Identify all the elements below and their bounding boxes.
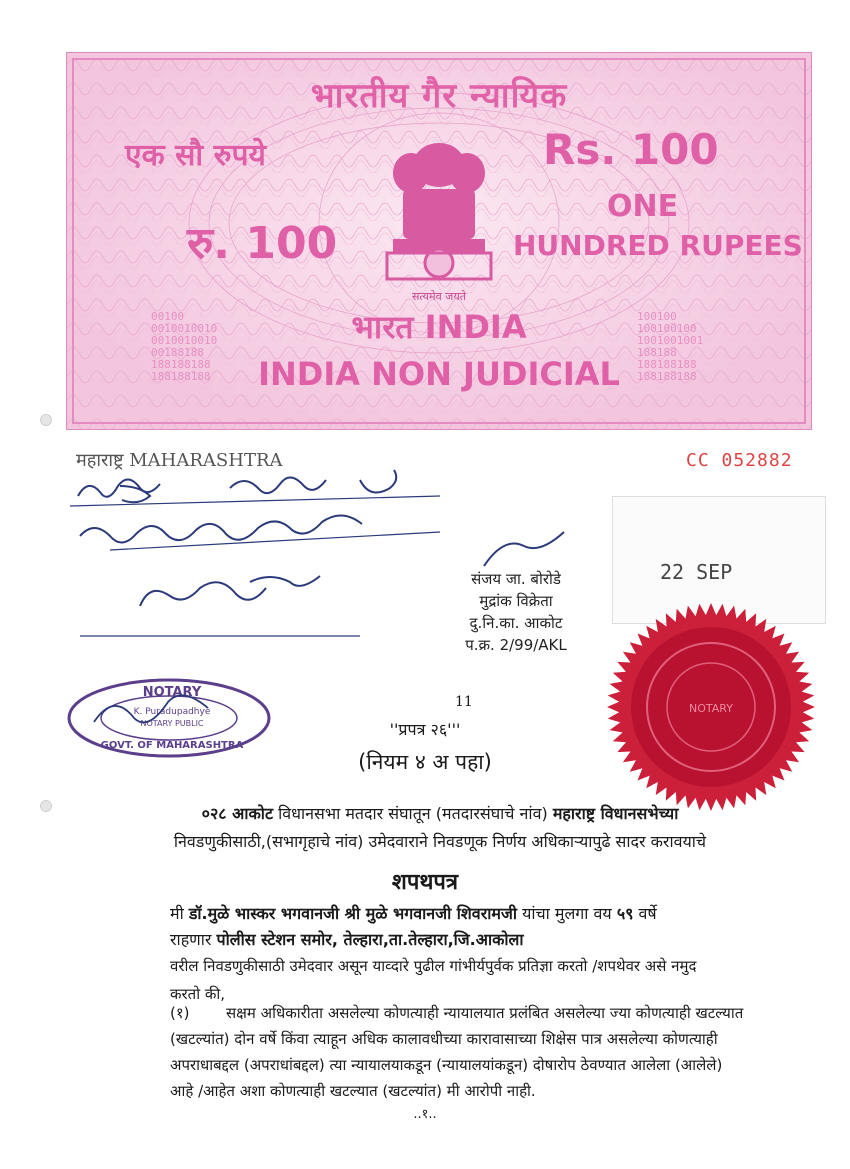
- stamp-paper-header: [66, 52, 812, 430]
- vendor-licence: प.क्र. 2/99/AKL: [465, 636, 567, 654]
- punch-hole: [40, 414, 52, 426]
- address-line: राहणार पोलीस स्टेशन समोर, तेल्हारा,ता.तेल्हारा,जि.आकोला: [170, 930, 524, 949]
- notary-bottom: GOVT. OF MAHARASHTRA: [100, 740, 244, 751]
- oath-line: वरील निवडणुकीसाठी उमेदवार असून याव्दारे पुढील गांभीर्यपुर्वक प्रतिज्ञा करतो /शपथेवर असे नमुद करतो की,: [170, 957, 697, 1003]
- vendor-office: दु.नि.का. आकोट: [469, 614, 563, 632]
- stamp-value-one: ONE: [607, 189, 679, 224]
- state-label: महाराष्ट्र MAHARASHTRA: [76, 450, 283, 471]
- stamp-value-marathi: एक सौ रुपये: [125, 138, 266, 173]
- stamp-value-hundred: HUNDRED RUPEES: [513, 229, 803, 262]
- notary-top: NOTARY: [142, 685, 202, 700]
- date-stamp: 22 SEP: [660, 560, 733, 584]
- stamp-title: भारतीय गैर न्यायिक: [310, 76, 568, 116]
- stamp-vendor-block: [436, 568, 596, 656]
- notary-sub: NOTARY PUBLIC: [140, 719, 204, 728]
- vendor-title: मुद्रांक विक्रेता: [479, 592, 553, 610]
- form-label: ''प्रपत्र २६''': [389, 720, 461, 739]
- declarant-age: ५९: [616, 904, 634, 923]
- vendor-name: संजय जा. बोरोडे: [471, 570, 561, 588]
- declarant-address: पोलीस स्टेशन समोर, तेल्हारा,ता.तेल्हारा,जि.आकोला: [216, 930, 524, 949]
- assembly: महाराष्ट्र विधानसभेच्या: [552, 804, 679, 823]
- stamp-bharat-india: भारत INDIA: [351, 308, 527, 346]
- stamp-value-ru: रु. 100: [187, 218, 338, 269]
- binary-pattern-right: 100100 100100100 1001001001 188188 188188188 188188188: [637, 310, 704, 383]
- rule-reference: (नियम ४ अ पहा): [358, 750, 492, 774]
- notary-name: K. Puradupadhye: [133, 707, 211, 717]
- handwritten-endorsement: [60, 466, 450, 656]
- declarant-name: डॉ.मुळे भास्कर भगवानजी श्री मुळे भगवानजी शिवरामजी: [188, 904, 517, 923]
- stamp-non-judicial: INDIA NON JUDICIAL: [258, 355, 620, 393]
- constituency: ०२८ आकोट: [201, 804, 274, 823]
- page-number: ..१..: [413, 1107, 437, 1122]
- document-title: शपथपत्र: [391, 870, 459, 895]
- clause-1: (१) सक्षम अधिकारीता असलेल्या कोणत्याही न्यायालयात प्रलंबित असलेल्या ज्या कोणत्याही खटल्यात (खटल्यांत) दोन वर्षे किंवा त्याहून अधिक कालावधीच्या कारावासाच्या शिक्षेस पात्र असलेल्या कोणत्याही अपराधाबद्दल (अपराधांबद्दल) त्या न्यायालयाकडून (न्यायालयांकडून) दोषारोप ठेवण्यात आलेला (आलेले) आहे /आहेत अशा कोणत्याही खटल्यात (खटल्यांत) मी आरोपी नाही.: [170, 1000, 810, 1104]
- vendor-signature: [480, 530, 570, 570]
- seal-text: NOTARY: [689, 702, 733, 715]
- stamp-value-rs: Rs. 100: [543, 125, 719, 174]
- declarant-line: मी डॉ.मुळे भास्कर भगवानजी श्री मुळे भगवानजी शिवरामजी यांचा मुलगा वय ५९ वर्षे: [170, 904, 657, 923]
- serial-number: CC 052882: [686, 450, 793, 471]
- red-wax-seal: [604, 600, 818, 814]
- heading-paragraph: ०२८ आकोट विधानसभा मतदार संघातून (मतदारसंघाचे नांव) महाराष्ट्र विधानसभेच्या निवडणुकीसाठी,(सभागृहाचे नांव) उमेदवाराने निवडणूक निर्णय अधिकाऱ्यापुढे सादर करावयाचे: [173, 804, 707, 851]
- form-number: 11: [455, 694, 473, 710]
- punch-hole: [40, 800, 52, 812]
- binary-pattern-left: 00100 0010010010 0010010010 00188188 188188188 188188188: [151, 310, 218, 383]
- clause-number: (१): [170, 1004, 190, 1022]
- emblem-motto: सत्यमेव जयते: [411, 290, 466, 303]
